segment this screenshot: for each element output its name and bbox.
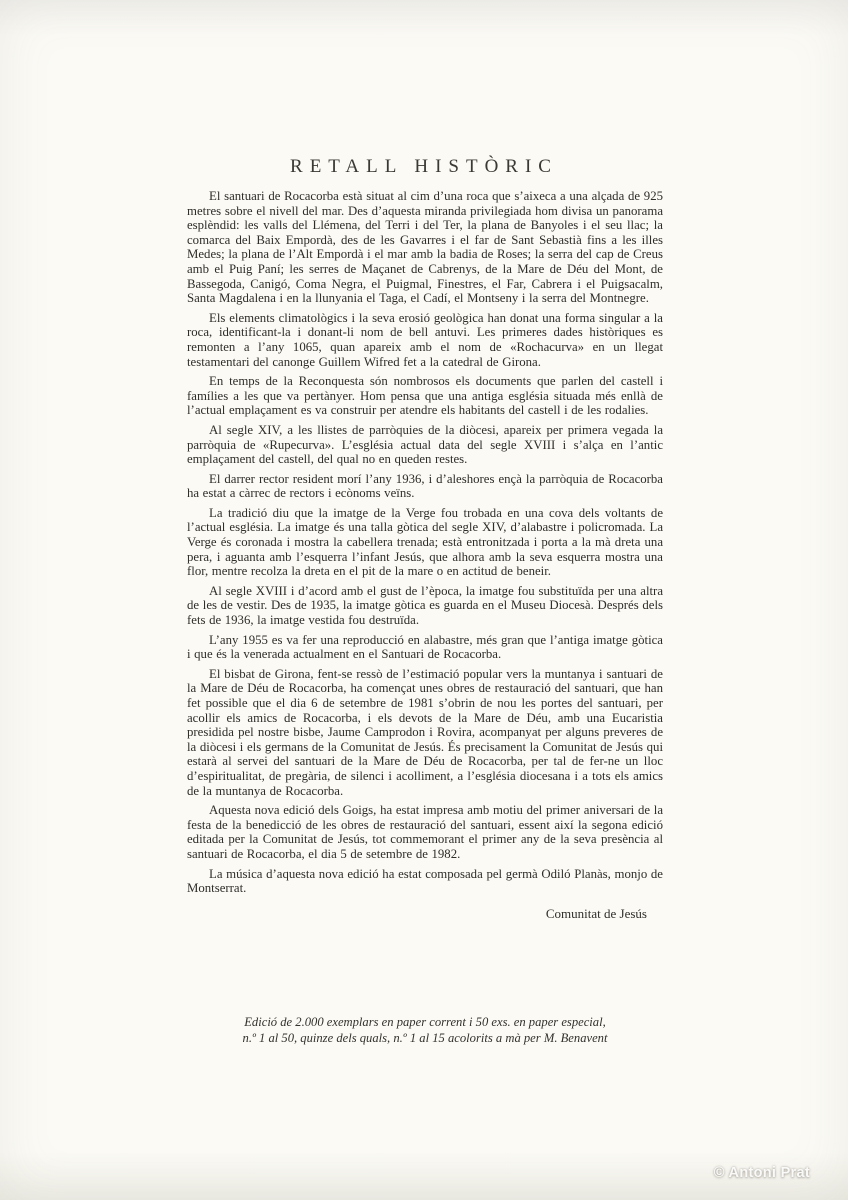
paragraph: Al segle XIV, a les llistes de parròquies de la diòcesi, apareix per primera vegada la parròquia de «Rupecurva». L’església actual data del segle XVIII i s’alça en l’antic emplaçament del castell, del qual no en queden restes. (187, 422, 663, 467)
paragraph: El santuari de Rocacorba està situat al cim d’una roca que s’aixeca a una alçada de 925 metres sobre el nivell del mar. Des d’aquesta miranda privilegiada hom divisa un panorama esplèndid: les valls del Llémena, del Terri i del Ter, la plana de Banyoles i el seu llac; la comarca del Baix Empordà, des de les Gavarres i el far de Sant Sebastià fins a les illes Medes; la plana de l’Alt Empordà i el mar amb la badia de Roses; la serra del cap de Creus amb el Puig Paní; les serres de Maçanet de Cabrenys, de la Mare de Déu del Mont, de Bassegoda, Canigó, Coma Negra, el Puigmal, Finestres, el Far, Cabrera i el Puigsacalm, Santa Magdalena i en la llunyania el Taga, el Cadí, el Montseny i la serra del Montnegre. (187, 189, 663, 306)
paragraph: El darrer rector resident morí l’any 1936, i d’aleshores ençà la parròquia de Rocacorba ha estat a càrrec de rectors i ecònoms veïns. (187, 471, 663, 501)
colophon-line-2: n.º 1 al 50, quinze dels quals, n.º 1 al 15 acolorits a mà per M. Benavent (242, 1030, 608, 1045)
paragraph: En temps de la Reconquesta són nombrosos els documents que parlen del castell i famílies a les que va pertànyer. Hom pensa que una antiga església situada més enllà de l’actual emplaçament es va construir per atendre els habitants del castell i de les rodalies. (187, 374, 663, 418)
colophon-line-1: Edició de 2.000 exemplars en paper corrent i 50 exs. en paper especial, (244, 1015, 606, 1029)
paragraph: Al segle XVIII i d’acord amb el gust de l’època, la imatge fou substituïda per una altra de les de vestir. Des de 1935, la imatge gòtica es guarda en el Museu Diocesà. Després dels fets de 1936, la imatge vestida fou destruïda. (187, 583, 663, 628)
signature: Comunitat de Jesús (545, 905, 647, 921)
paragraph: La tradició diu que la imatge de la Verge fou trobada en una cova dels voltants de l’actual església. La imatge és una talla gòtica del segle XIV, d’alabastre i policromada. La Verge és coronada i mostra la cabellera trenada; està entronitzada i porta a la mà dreta una pera, i aguanta amb l’esquerra l’infant Jesús, que alhora amb la seva esquerra mostra una flor, mentre recolza la dreta en el pit de la mare o en actitud de beneir. (187, 505, 663, 579)
article-body (187, 189, 663, 921)
page-title: RETALL HISTÒRIC (290, 155, 558, 177)
paragraph: L’any 1955 es va fer una reproducció en alabastre, més gran que l’antiga imatge gòtica i que és la venerada actualment en el Santuari de Rocacorba. (187, 632, 663, 662)
paragraph: Els elements climatològics i la seva erosió geològica han donat una forma singular a la roca, identificant-la i donant-li nom de bell antuvi. Les primeres dades històriques es remonten a l’any 1065, quan apareix amb el nom de «Rochacurva» en un llegat testamentari del canonge Guillem Wifred fet a la catedral de Girona. (187, 310, 663, 369)
paragraph: El bisbat de Girona, fent-se ressò de l’estimació popular vers la muntanya i santuari de la Mare de Déu de Rocacorba, ha començat unes obres de restauració del santuari, que han fet possible que el dia 6 de setembre de 1981 s’obrin de nou les portes del santuari, per acollir els amics de Rocacorba, i els devots de la Mare de Déu, amb una Eucaristia presidida pel nostre bisbe, Jaume Camprodon i Rovira, acompanyat per alguns preveres de la diòcesi i els germans de la Comunitat de Jesús. És precisament la Comunitat de Jesús qui estarà al servei del santuari de la Mare de Déu de Rocacorba, per tal de fer-ne un lloc d’espiritualitat, de pregària, de silenci i acolliment, a l’església diocesana i a tots els amics de la muntanya de Rocacorba. (187, 666, 663, 798)
paragraph: La música d’aquesta nova edició ha estat composada pel germà Odiló Planàs, monjo de Montserrat. (187, 866, 663, 896)
paragraph: Aquesta nova edició dels Goigs, ha estat impresa amb motiu del primer aniversari de la festa de la benedicció de les obres de restauració del santuari, essent així la segona edició editada per la Comunitat de Jesús, tot commemorant el primer any de la seva presència al santuari de Rocacorba, el dia 5 de setembre de 1982. (187, 803, 663, 861)
colophon (187, 1015, 663, 1046)
watermark-copyright: © Antoni Prat (713, 1165, 810, 1181)
